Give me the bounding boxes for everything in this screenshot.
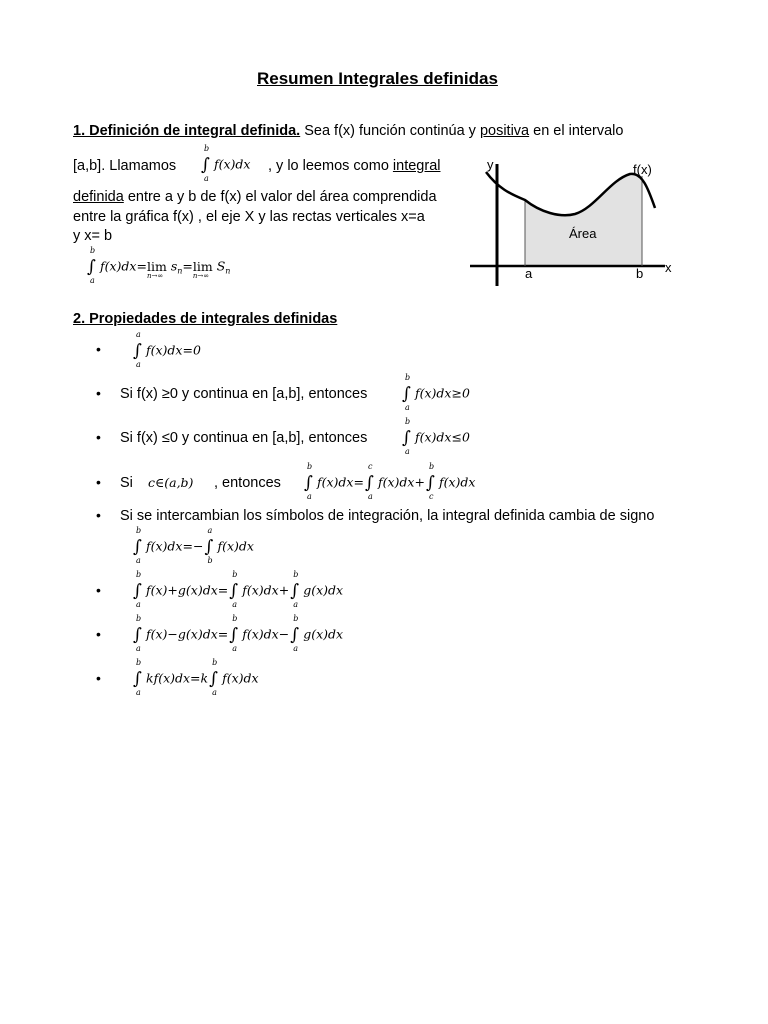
bullet-6: • [96,582,101,598]
positiva-word: positiva [479,123,530,139]
property-4-condition: c∈(a,b) [148,475,194,490]
integral-sign: c ∫ a [364,462,374,501]
integral-sign: b ∫ a [133,526,142,565]
integral-sign: b ∫ a [87,246,96,285]
b-label: b [636,266,644,281]
integral-sign: b ∫ c [425,462,435,501]
definition-line-4: entre la gráfica f(x) , el eje X y las rectas verticales x=a [73,209,425,225]
bullet-5: • [96,507,101,523]
riemann-formula: b ∫ a f(x)dx=lim n→∞ $s_n=\lim$ n→∞ $S_n$ [87,246,231,285]
definition-line-2 [73,158,176,174]
integral-sign: b ∫ a [304,462,313,501]
property-8: b ∫ a kf(x)dx=k b ∫ a f(x)dx [133,658,259,697]
property-5-text: Si se intercambian los símbolos de integración, la integral definida cambia de signo [120,508,655,524]
integral-sign: b ∫ a [402,373,411,412]
property-4: b ∫ a f(x)dx= c ∫ a f(x)dx+ b ∫ c f(x)dx [304,462,476,501]
y-axis-label: y [487,157,494,172]
fx-label: f(x) [633,162,652,177]
property-6: b ∫ a f(x)+g(x)dx= b ∫ a f(x)dx+ b ∫ a g(x)dx [133,570,344,609]
integral-sign: a ∫ b [204,526,214,565]
property-3: b ∫ a f(x)dx≤0 [402,417,470,456]
property-3-text: Si f(x) ≤0 y continua en [a,b], entonces [120,430,368,446]
definition-line-3: definida entre a y b de f(x) el valor del área comprendida [73,189,437,205]
integral-word: integral [392,158,441,174]
bullet-7: • [96,626,101,642]
bullet-4: • [96,474,101,490]
area-label: Área [569,226,597,241]
bullet-1: • [96,341,101,357]
definition-integral: b ∫ a f(x)dx [201,144,251,183]
integral-sign: a ∫ a [133,330,142,369]
integral-sign: b ∫ a [201,144,210,183]
llamamos-text: [a,b]. Llamamos [73,158,177,174]
definition-text: Sea f(x) función continúa y [300,123,480,139]
bullet-2: • [96,385,101,401]
bullet-3: • [96,429,101,445]
page-title: Resumen Integrales definidas [257,69,498,88]
definition-line-5: y x= b [73,228,113,244]
integral-sign: b ∫ a [402,417,411,456]
definition-line-2-end: , y lo leemos como integral [268,158,441,174]
integral-sign: b ∫ a [133,614,142,653]
integral-sign: b ∫ a [133,570,142,609]
property-4-si: Si [120,475,133,491]
integral-sign: b ∫ a [229,570,239,609]
property-1: a ∫ a f(x)dx=0 [133,330,201,369]
x-axis-label: x [665,260,672,275]
limit-1: lim n→∞ [146,258,167,280]
definition-text-end: en el intervalo [529,123,624,139]
property-2: b ∫ a f(x)dx≥0 [402,373,470,412]
bullet-8: • [96,670,101,686]
integral-sign: b ∫ a [290,570,300,609]
a-label: a [525,266,533,281]
integral-sign: b ∫ a [133,658,142,697]
definition-line-1 [73,123,623,139]
integral-sign: b ∫ a [290,614,300,653]
definida-word: definida [73,189,124,205]
section-2-heading: 2. Propiedades de integrales definidas [73,311,338,327]
integral-sign: b ∫ a [209,658,218,697]
integral-sign: b ∫ a [229,614,239,653]
area-graph [470,150,690,290]
area-fill [525,174,642,266]
property-2-text: Si f(x) ≥0 y continua en [a,b], entonces [120,386,368,402]
property-5: b ∫ a f(x)dx=− a ∫ b f(x)dx [133,526,254,565]
property-4-entonces: , entonces [214,475,281,491]
property-7: b ∫ a f(x)−g(x)dx= b ∫ a f(x)dx− b ∫ a g(x)dx [133,614,344,653]
limit-2: lim n→∞ [192,258,213,280]
section-1-heading: 1. Definición de integral definida. [73,123,301,139]
